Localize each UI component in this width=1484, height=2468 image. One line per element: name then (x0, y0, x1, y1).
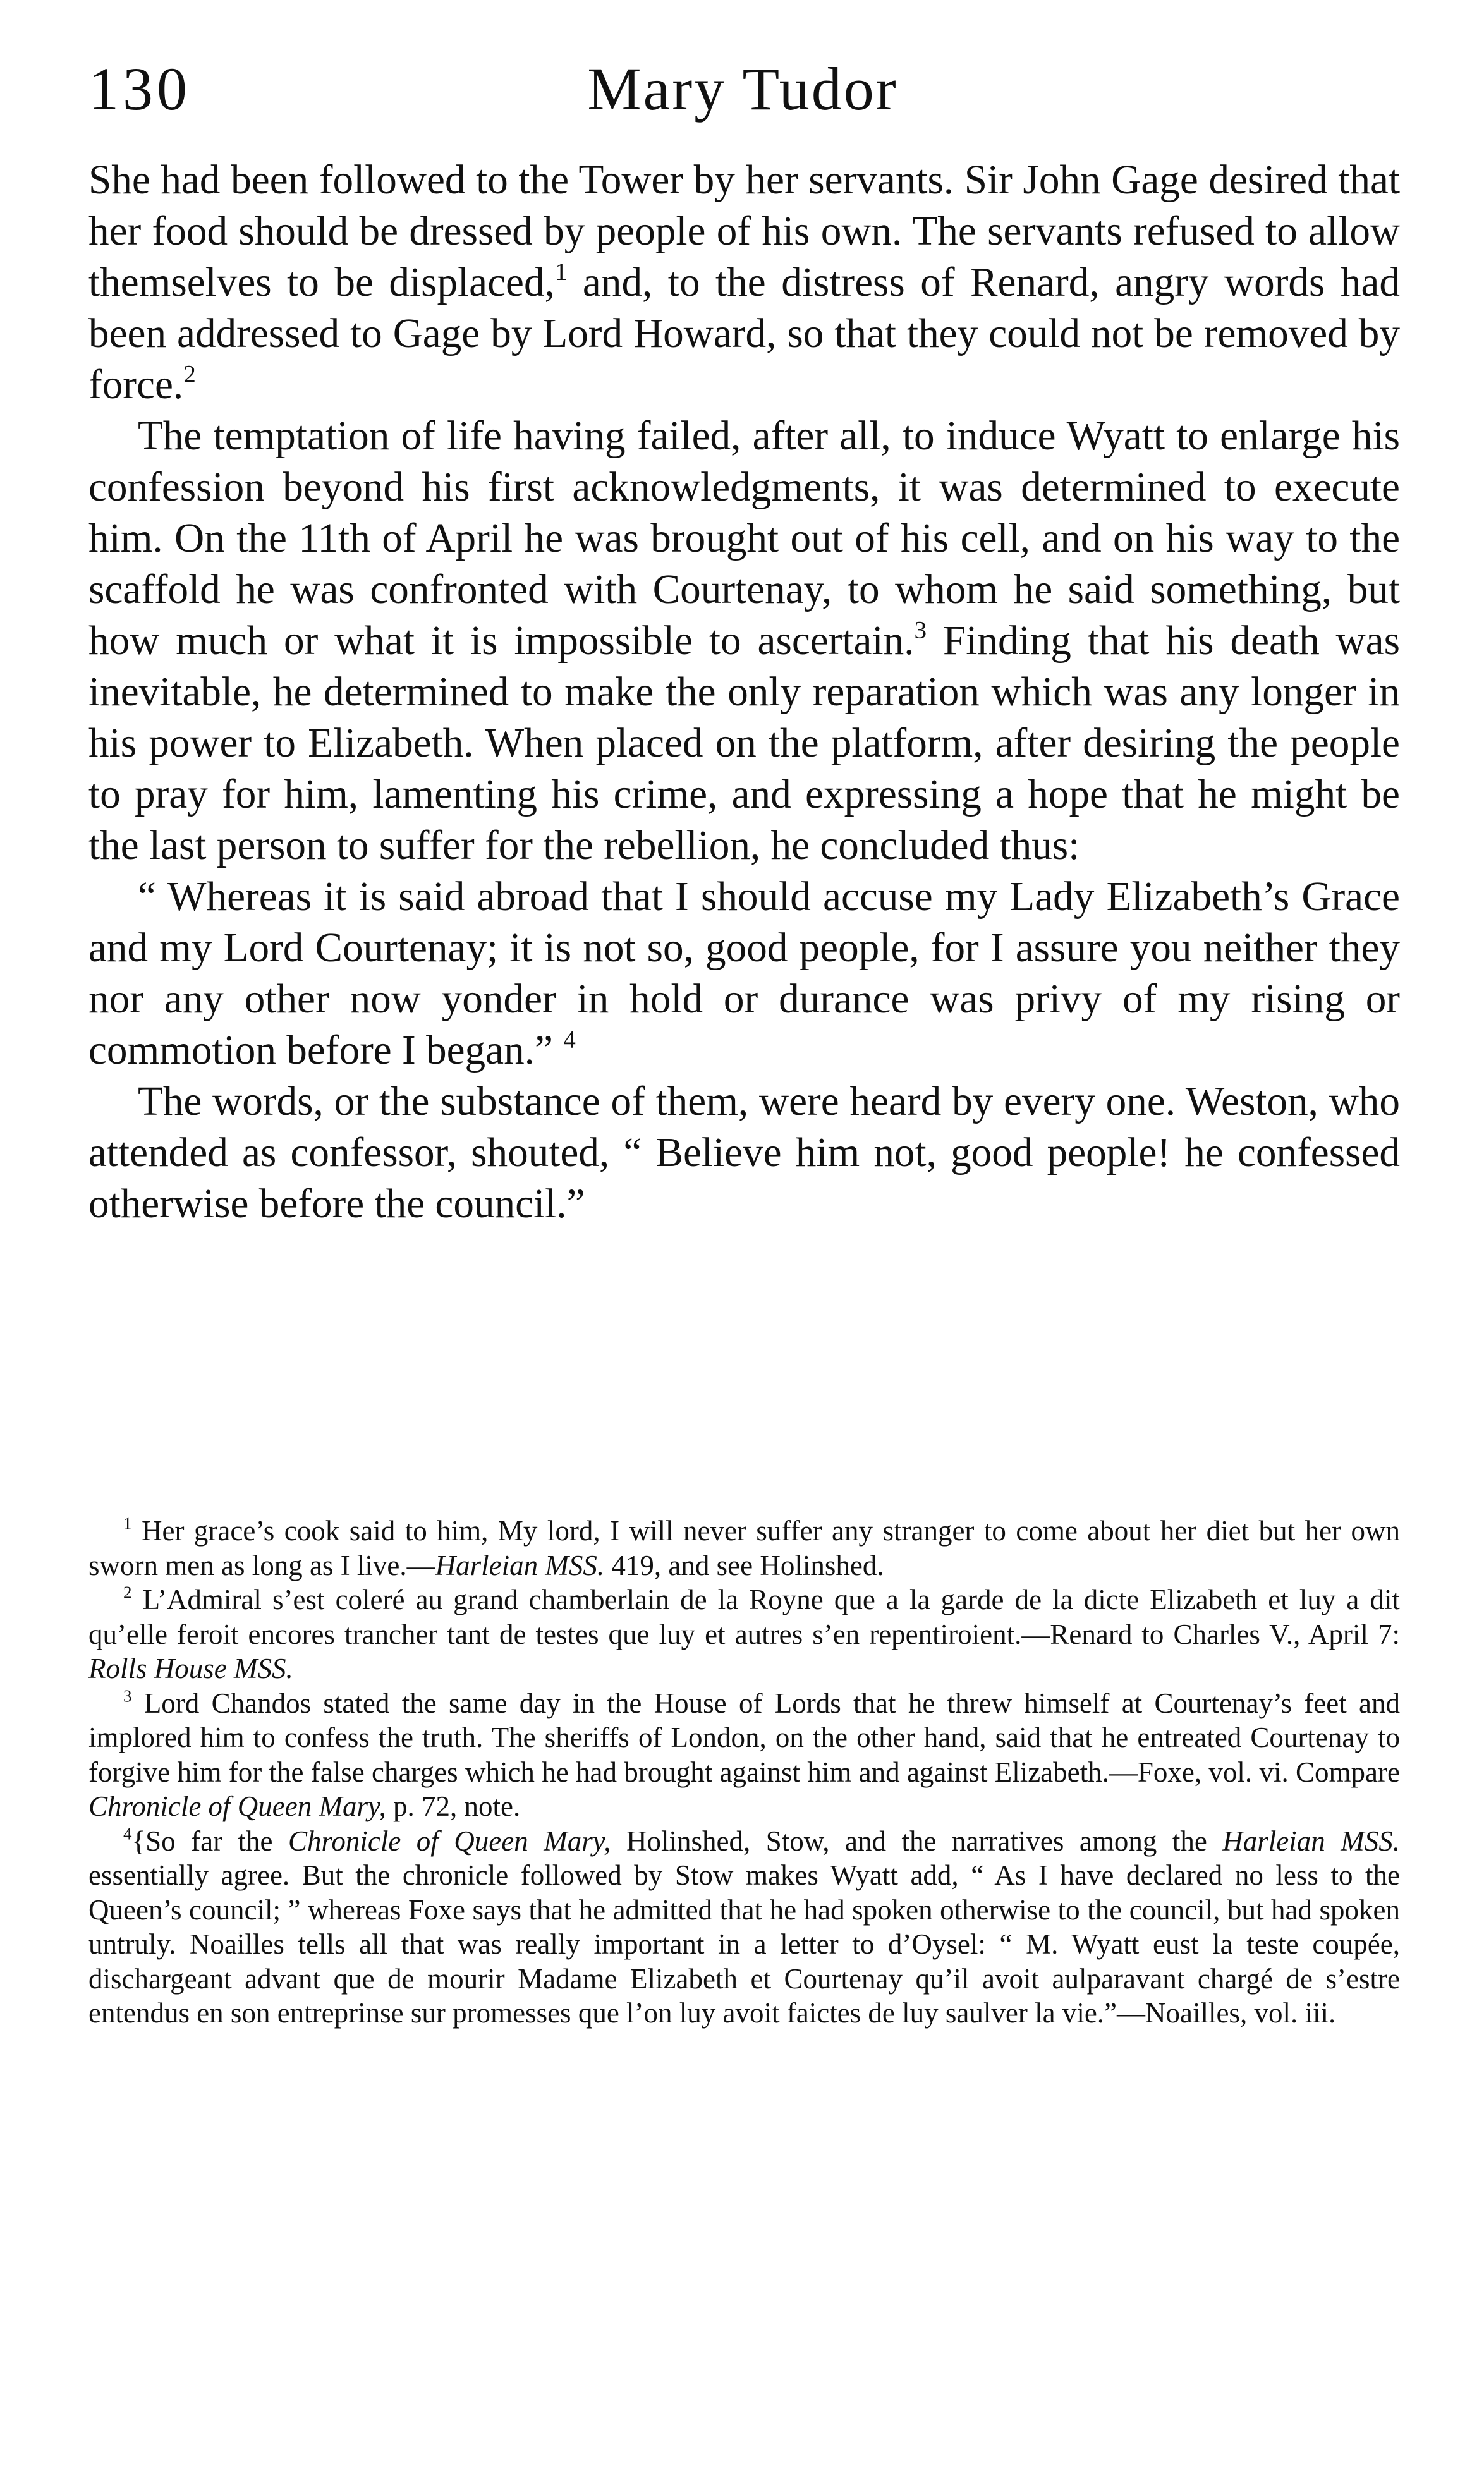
running-head: Mary Tudor (587, 55, 898, 123)
paragraph-1 (88, 155, 1400, 411)
footnotes (88, 1514, 1400, 2031)
paragraph-text: Finding that his death was inevitable, he determined to make the only reparation which was any longer in his power to Elizabeth. When placed on the platform, after desiring the people to pray for him, lamenting his crime, and expressing a hope that he might be the last person to suffer for the rebellion, he concluded thus: (88, 618, 1400, 868)
footnote-mark: 1 (123, 1514, 132, 1533)
footnote-italic: Harleian MSS. (435, 1549, 605, 1581)
footnote-text: p. 72, note. (386, 1790, 521, 1822)
paragraph-3 (88, 1076, 1400, 1230)
paragraph-text: The temptation of life having failed, after all, to induce Wyatt to enlarge his confession beyond his first acknowledgments, it was determined to execute him. On the 11th of April he was brought out of his cell, and on his way to the scaffold he was confronted with Courtenay, to whom he said something, but how much or what it is impossible to ascertain. (88, 413, 1400, 664)
footnote-ref-4: 4 (563, 1026, 576, 1054)
footnote-2 (88, 1583, 1400, 1686)
main-text (88, 155, 1400, 1230)
footnote-italic: Harleian MSS. (1222, 1825, 1401, 1857)
footnote-mark: 4 (123, 1823, 132, 1843)
quote-text: “ Whereas it is said abroad that I should accuse my Lady Elizabeth’s Grace and my Lord Courtenay; it is not so, good people, for I assure you neither they nor any other now yonder in hold or durance was privy of my rising or commotion before I began.” (88, 874, 1400, 1073)
wyatt-quote (88, 872, 1400, 1076)
footnote-ref-3: 3 (914, 616, 927, 644)
footnote-text: {So far the (131, 1825, 289, 1857)
footnote-text: essentially agree. But the chronicle followed by Stow makes Wyatt add, “ As I have declared no less to the Queen’s council; ” whereas Foxe says that he admitted that he had spoken otherwise to the council, but had spoken untruly. Noailles tells all that was really important in a letter to d’Oysel: “ M. Wyatt eust la teste coupée, dischargeant advant que de mourir Madame Elizabeth et Courtenay qu’il avoit aulparavant chargé de s’estre entendus en son entreprinse sur promesses que l’on luy avoit faictes de luy saulver la vie.”—Noailles, vol. iii. (88, 1859, 1400, 2029)
footnote-italic: Chronicle of Queen Mary, (88, 1790, 386, 1822)
footnote-text: 419, and see Holinshed. (604, 1549, 884, 1581)
footnote-ref-1: 1 (554, 258, 568, 286)
paragraph-2 (88, 411, 1400, 872)
footnote-italic: Chronicle of Queen Mary, (288, 1825, 611, 1857)
paragraph-text: and, to the distress of Renard, angry words had been addressed to Gage by Lord Howard, so that they could not be removed by force. (88, 260, 1400, 408)
footnote-text: Her grace’s cook said to him, My lord, I will never suffer any stranger to come about her diet but her own sworn men as long as I live.— (88, 1515, 1400, 1581)
footnote-3 (88, 1686, 1400, 1824)
paragraph-text: She had been followed to the Tower by her servants. Sir John Gage desired that her food should be dressed by people of his own. The servants refused to allow themselves to be displaced, (88, 157, 1400, 305)
page-number: 130 (88, 55, 191, 123)
footnote-1 (88, 1514, 1400, 1583)
footnote-text: Holinshed, Stow, and the narratives among the (611, 1825, 1223, 1857)
page-header (88, 54, 1397, 136)
footnote-text: Lord Chandos stated the same day in the House of Lords that he threw himself at Courtenay’s feet and implored him to confess the truth. The sheriffs of London, on the other hand, said that he entreated Courtenay to forgive him for the false charges which he had brought against him and against Elizabeth.—Foxe, vol. vi. Compare (88, 1687, 1400, 1788)
footnote-mark: 2 (123, 1583, 132, 1602)
footnote-italic: Rolls House MSS. (88, 1653, 293, 1684)
footnote-mark: 3 (123, 1686, 132, 1705)
footnote-text: L’Admiral s’est coleré au grand chamberlain de la Royne que a la garde de la dicte Elizabeth et luy a dit qu’elle feroit encores trancher tant de testes que luy et autres s’en repentiroient.—Renard to Charles V., April 7: (88, 1584, 1400, 1650)
footnote-4 (88, 1824, 1400, 2031)
footnote-ref-2: 2 (183, 360, 196, 388)
paragraph-text: The words, or the substance of them, were heard by every one. Weston, who attended as confessor, shouted, “ Believe him not, good people! he confessed otherwise before the council.” (88, 1079, 1400, 1227)
